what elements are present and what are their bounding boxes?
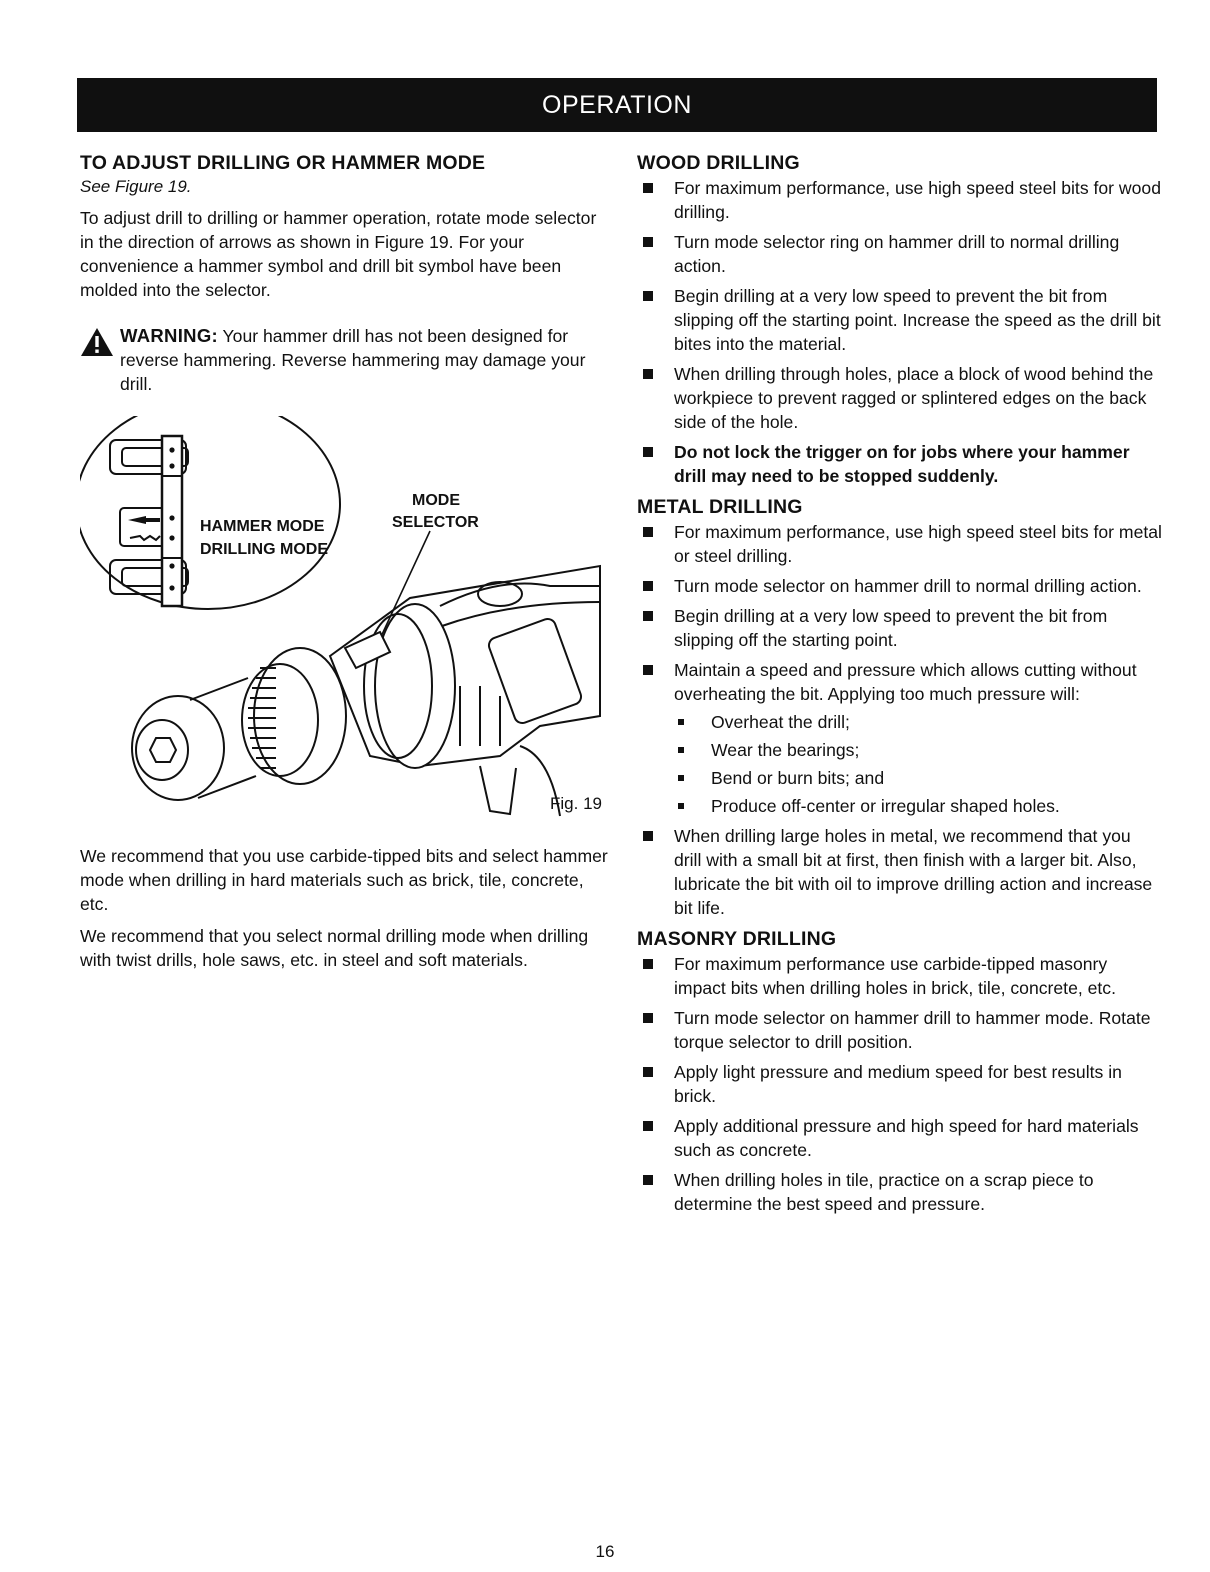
sub-list-item: Wear the bearings;	[674, 738, 1162, 762]
right-column	[637, 150, 1162, 1222]
sub-list-item: Produce off-center or irregular shaped holes.	[674, 794, 1162, 818]
mode-label: MODE	[412, 492, 460, 509]
square-bullet-icon	[643, 369, 653, 379]
left-column	[80, 150, 608, 980]
square-bullet-icon	[678, 775, 684, 781]
list-item: Begin drilling at a very low speed to prevent the bit from slipping off the starting point. Increase the speed as the drill bit bites into the material.	[637, 284, 1162, 356]
list-item: Apply light pressure and medium speed for best results in brick.	[637, 1060, 1162, 1108]
list-item: For maximum performance, use high speed steel bits for metal or steel drilling.	[637, 520, 1162, 568]
warning-label: WARNING:	[120, 325, 218, 346]
square-bullet-icon	[643, 291, 653, 301]
square-bullet-icon	[643, 831, 653, 841]
warning-block	[80, 324, 608, 396]
metal-drilling-list	[637, 520, 1162, 920]
see-figure-reference: See Figure 19.	[80, 177, 192, 196]
sub-list-item: Overheat the drill;	[674, 710, 1162, 734]
list-item: For maximum performance use carbide-tipped masonry impact bits when drilling holes in brick, tile, concrete, etc.	[637, 952, 1162, 1000]
list-item: Turn mode selector on hammer drill to hammer mode. Rotate torque selector to drill position.	[637, 1006, 1162, 1054]
sub-list-item: Bend or burn bits; and	[674, 766, 1162, 790]
list-item: When drilling large holes in metal, we recommend that you drill with a small bit at first, then finish with a larger bit. Also, lubricate the bit with oil to improve drilling action and increase bit life.	[637, 824, 1162, 920]
adjust-mode-intro: To adjust drill to drilling or hammer operation, rotate mode selector in the direction of arrows as shown in Figure 19. For your convenience a hammer symbol and drill bit symbol have been molded into the selector.	[80, 208, 597, 300]
square-bullet-icon	[643, 1175, 653, 1185]
square-bullet-icon	[643, 611, 653, 621]
masonry-drilling-list	[637, 952, 1162, 1216]
list-item: Apply additional pressure and high speed for hard materials such as concrete.	[637, 1114, 1162, 1162]
square-bullet-icon	[643, 1067, 653, 1077]
square-bullet-icon	[643, 1121, 653, 1131]
warning-text: Your hammer drill has not been designed for reverse hammering. Reverse hammering may damage your drill.	[120, 326, 586, 394]
section-header-banner	[77, 78, 1157, 132]
list-item: When drilling holes in tile, practice on a scrap piece to determine the best speed and pressure.	[637, 1168, 1162, 1216]
list-item: Turn mode selector on hammer drill to normal drilling action.	[637, 574, 1162, 598]
section-title: OPERATION	[542, 91, 692, 119]
normal-mode-recommendation: We recommend that you select normal drilling mode when drilling with twist drills, hole saws, etc. in steel and soft materials.	[80, 926, 589, 970]
list-item: Turn mode selector ring on hammer drill to normal drilling action.	[637, 230, 1162, 278]
list-item: Maintain a speed and pressure which allows cutting without overheating the bit. Applying too much pressure will: Overheat the drill; Wear the bearings; Bend or burn bits; and Produce off-center or irregular shaped holes.	[637, 658, 1162, 818]
figure-19	[80, 416, 608, 836]
figure-caption: Fig. 19	[550, 794, 602, 813]
list-item: When drilling through holes, place a block of wood behind the workpiece to prevent ragged or splintered edges on the back side of the hole.	[637, 362, 1162, 434]
wood-drilling-list	[637, 176, 1162, 488]
square-bullet-icon	[643, 665, 653, 675]
metal-drilling-heading: METAL DRILLING	[637, 496, 803, 518]
pressure-effects-sublist	[674, 710, 1162, 818]
carbide-recommendation: We recommend that you use carbide-tipped bits and select hammer mode when drilling in hard materials such as brick, tile, concrete, etc.	[80, 846, 608, 914]
square-bullet-icon	[643, 447, 653, 457]
square-bullet-icon	[643, 183, 653, 193]
square-bullet-icon	[678, 803, 684, 809]
wood-drilling-heading: WOOD DRILLING	[637, 152, 800, 174]
page-number: 16	[595, 1542, 615, 1561]
square-bullet-icon	[643, 959, 653, 969]
drilling-mode-label: DRILLING MODE	[200, 541, 328, 558]
square-bullet-icon	[643, 237, 653, 247]
warning-triangle-icon	[80, 327, 114, 357]
square-bullet-icon	[643, 1013, 653, 1023]
list-item: For maximum performance, use high speed steel bits for wood drilling.	[637, 176, 1162, 224]
hammer-drill-illustration	[80, 416, 608, 836]
square-bullet-icon	[643, 527, 653, 537]
masonry-drilling-heading: MASONRY DRILLING	[637, 928, 837, 950]
list-item: Begin drilling at a very low speed to prevent the bit from slipping off the starting point.	[637, 604, 1162, 652]
hammer-mode-label: HAMMER MODE	[200, 518, 325, 535]
square-bullet-icon	[678, 719, 684, 725]
square-bullet-icon	[678, 747, 684, 753]
list-item: Do not lock the trigger on for jobs where your hammer drill may need to be stopped suddenly.	[637, 440, 1162, 488]
adjust-mode-heading: TO ADJUST DRILLING OR HAMMER MODE	[80, 152, 486, 174]
square-bullet-icon	[643, 581, 653, 591]
selector-label: SELECTOR	[392, 514, 479, 531]
